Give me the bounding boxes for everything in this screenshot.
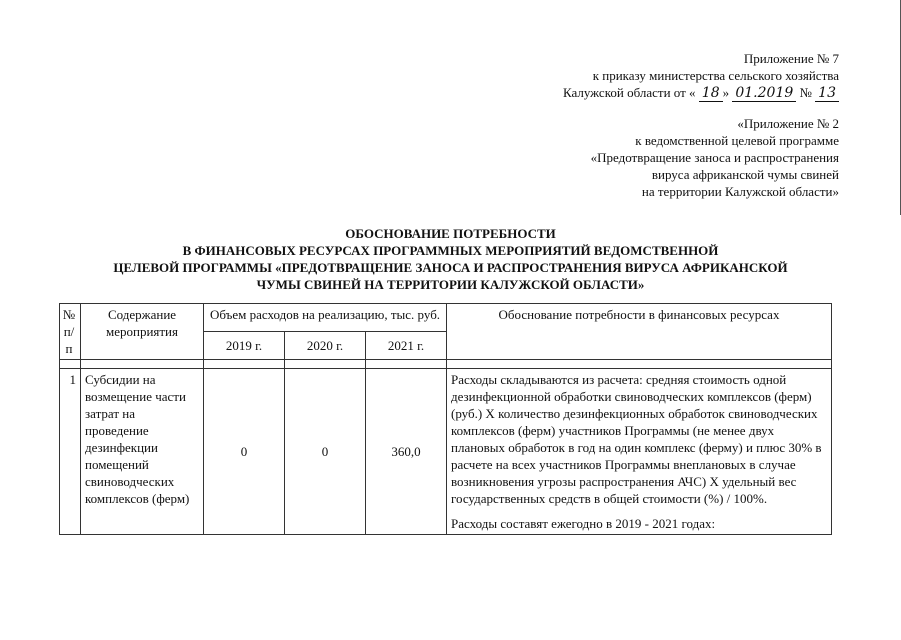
appendix-2-header <box>591 115 839 200</box>
row-justification <box>447 369 832 535</box>
appendix-2-line: «Предотвращение заноса и распространения <box>590 150 839 165</box>
row-content: Субсидии на возмещение части затрат на проведение дезинфекции помещений свиноводческих комплексов (ферм) <box>81 369 204 535</box>
appendix-2-line: к ведомственной целевой программе <box>635 133 839 148</box>
header-year-2019: 2019 г. <box>204 332 285 360</box>
table-header-row <box>60 304 832 332</box>
row-2021-value: 360,0 <box>366 369 447 535</box>
title-line: ОБОСНОВАНИЕ ПОТРЕБНОСТИ <box>345 226 556 241</box>
date-prefix: Калужской области от « <box>562 85 696 100</box>
table-gap-row <box>60 360 832 369</box>
date-sep: » <box>722 85 730 100</box>
number-label: № <box>799 85 812 100</box>
title-line: В ФИНАНСОВЫХ РЕСУРСАХ ПРОГРАММНЫХ МЕРОПРИЯТИЙ ВЕДОМСТВЕННОЙ <box>182 243 719 258</box>
appendix-2-line: вируса африканской чумы свиней <box>651 167 839 182</box>
header-volume: Объем расходов на реализацию, тыс. руб. <box>204 304 447 332</box>
header-year-2021: 2021 г. <box>366 332 447 360</box>
financing-table <box>59 303 832 535</box>
table-row <box>60 369 832 535</box>
appendix-7-title: Приложение № 7 <box>743 51 839 66</box>
row-2020-value: 0 <box>285 369 366 535</box>
justification-text: Расходы складываются из расчета: средняя стоимость одной дезинфекционной обработки свиноводческих комплексов (ферм) (руб.) Х количество дезинфекционных обработок свиноводческих комплексов (ферм) участников Программы (не менее двух плановых обработок в год на один комплекс (ферму) и плюс 30% в расчете на всех участников Программы внеплановых в случае возникновения угрозы распространения АЧС) Х удельный вес государственных средств в общей стоимости (%) / 100%. <box>451 372 822 506</box>
document-title <box>60 225 841 293</box>
appendix-7-header <box>563 50 839 102</box>
handwritten-month-year: 01.2019 <box>732 86 796 102</box>
header-num: № п/п <box>60 304 81 360</box>
handwritten-day: 18 <box>699 86 723 102</box>
appendix-2-line: на территории Калужской области» <box>641 184 839 199</box>
appendix-7-order: к приказу министерства сельского хозяйства <box>592 68 839 83</box>
handwritten-number: 13 <box>815 86 839 102</box>
header-justification: Обоснование потребности в финансовых ресурсах <box>447 304 832 360</box>
row-2019-value: 0 <box>204 369 285 535</box>
header-content: Содержание мероприятия <box>81 304 204 360</box>
title-line: ЦЕЛЕВОЙ ПРОГРАММЫ «ПРЕДОТВРАЩЕНИЕ ЗАНОСА И РАСПРОСТРАНЕНИЯ ВИРУСА АФРИКАНСКОЙ <box>113 260 788 275</box>
justification-summary: Расходы составят ежегодно в 2019 - 2021 годах: <box>451 516 716 531</box>
header-year-2020: 2020 г. <box>285 332 366 360</box>
row-num: 1 <box>60 369 81 535</box>
appendix-2-line: «Приложение № 2 <box>737 116 839 131</box>
title-line: ЧУМЫ СВИНЕЙ НА ТЕРРИТОРИИ КАЛУЖСКОЙ ОБЛАСТИ» <box>256 277 645 292</box>
appendix-7-date-line <box>563 84 839 102</box>
